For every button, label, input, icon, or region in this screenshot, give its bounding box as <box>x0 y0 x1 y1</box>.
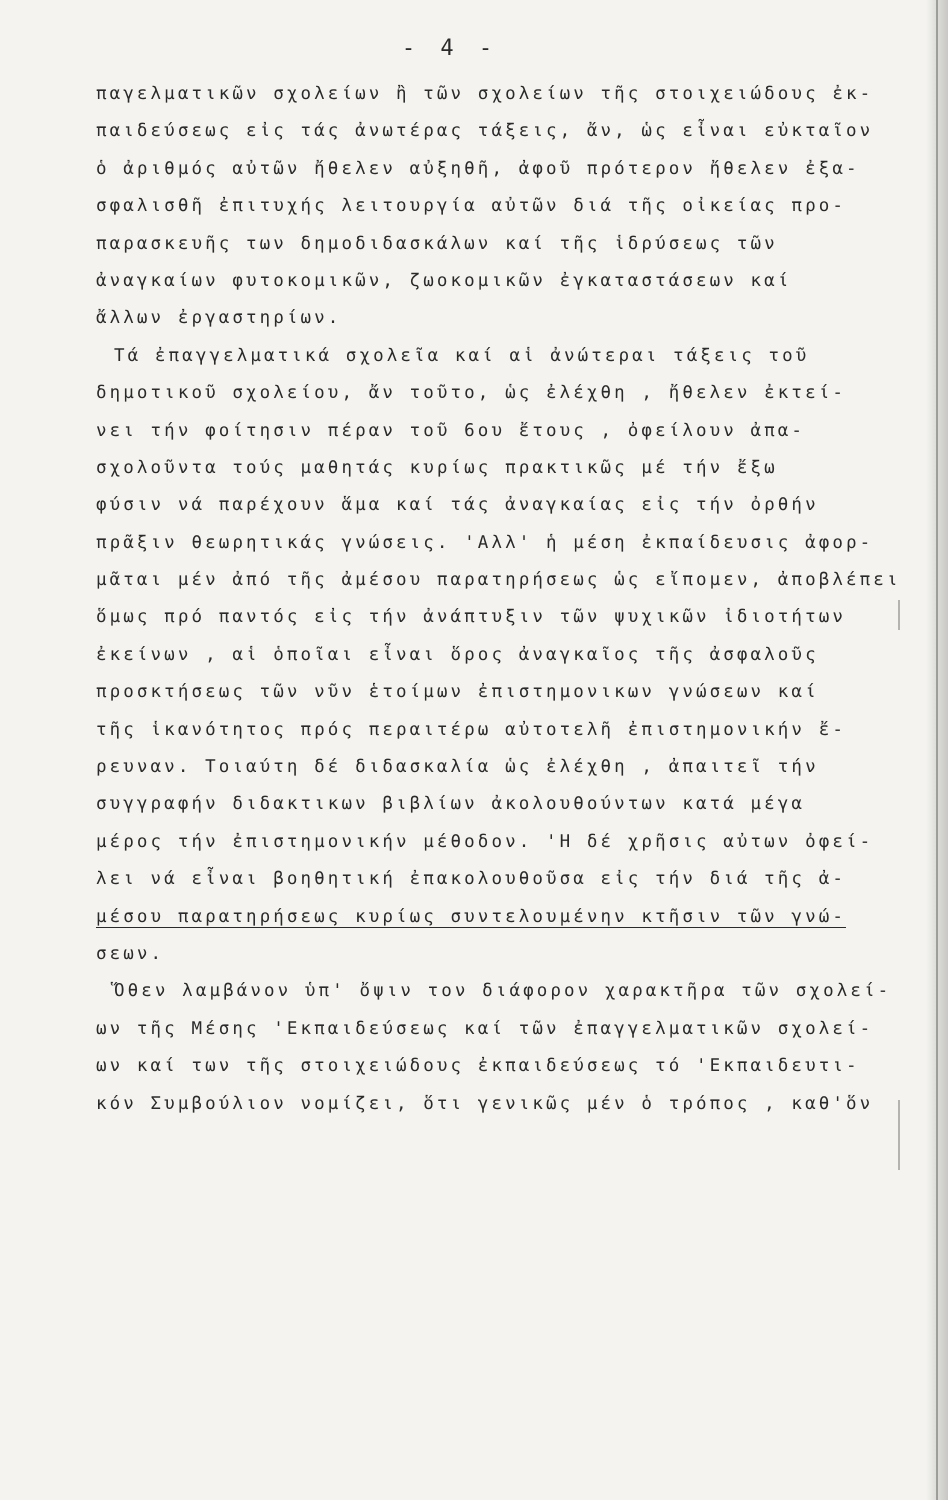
underlined-text: μέσου παρατηρήσεως κυρίως συντελουμένην κτῆσιν τῶν γνώ- <box>96 906 846 927</box>
text-line: παρασκευῆς των δημοδιδασκάλων καί τῆς ἱδρύσεως τῶν <box>96 233 778 254</box>
text-line: κόν Συμβούλιον νομίζει, ὅτι γενικῶς μέν ὁ τρόπος , καθ'ὅν <box>96 1093 874 1114</box>
binding-line <box>936 0 938 1500</box>
text-line: σφαλισθῆ ἐπιτυχής λειτουργία αὐτῶν διά τῆς οἰκείας προ- <box>96 196 846 217</box>
paragraph-2 <box>96 338 916 974</box>
margin-mark <box>898 1100 900 1170</box>
text-line: συγγραφήν διδακτικων βιβλίων ἀκολουθούντων κατά μέγα <box>96 794 806 815</box>
text-line: ων καί των τῆς στοιχειώδους ἐκπαιδεύσεως τό 'Εκπαιδευτι- <box>96 1056 860 1077</box>
page-number: - 4 - <box>401 36 499 61</box>
text-line: προσκτήσεως τῶν νῦν ἑτοίμων ἐπιστημονικων γνώσεων καί <box>96 682 819 703</box>
paragraph-1 <box>96 76 916 338</box>
text-line: ἐκείνων , αἱ ὁποῖαι εἶναι ὅρος ἀναγκαῖος τῆς ἀσφαλοῦς <box>96 644 819 665</box>
text-line: πρᾶξιν θεωρητικάς γνώσεις. 'Αλλ' ἡ μέση ἐκπαίδευσις ἀφορ- <box>96 532 874 553</box>
text-line: Τά ἐπαγγελματικά σχολεῖα καί αἱ ἀνώτεραι τάξεις τοῦ <box>114 345 810 366</box>
text-line: δημοτικοῦ σχολείου, ἄν τοῦτο, ὡς ἐλέχθη , ἤθελεν ἐκτεί- <box>96 383 846 404</box>
text-line: φύσιν νά παρέχουν ἅμα καί τάς ἀναγκαίας εἰς τήν ὀρθήν <box>96 495 819 516</box>
text-line: ἀναγκαίων φυτοκομικῶν, ζωοκομικῶν ἐγκαταστάσεων καί <box>96 270 792 291</box>
underlined-text-line <box>96 899 916 936</box>
text-line: μέρος τήν ἐπιστημονικήν μέθοδον. 'Η δέ χρῆσις αὐτων ὀφεί- <box>96 831 874 852</box>
text-line: ὁ ἀριθμός αὐτῶν ἤθελεν αὐξηθῆ, ἀφοῦ πρότερον ἤθελεν ἐξα- <box>96 158 860 179</box>
paragraph-3 <box>96 973 916 1123</box>
text-line: μᾶται μέν ἀπό τῆς ἀμέσου παρατηρήσεως ὡς εἴπομεν, ἀποβλέπει <box>96 570 901 591</box>
text-line: παιδεύσεως εἰς τάς ἀνωτέρας τάξεις, ἄν, ὡς εἶναι εὐκταῖον <box>96 121 874 142</box>
text-line: ὅμως πρό παντός εἰς τήν ἀνάπτυξιν τῶν ψυχικῶν ἰδιοτήτων <box>96 607 846 628</box>
text-line: λει νά εἶναι βοηθητική ἐπακολουθοῦσα εἰς τήν διά τῆς ἀ- <box>96 869 846 890</box>
body-text <box>96 76 916 1123</box>
text-line: ἄλλων ἐργαστηρίων. <box>96 308 342 329</box>
text-line: σεων. <box>96 943 165 964</box>
text-line: ρευναν. Τοιαύτη δέ διδασκαλία ὡς ἐλέχθη , ἀπαιτεῖ τήν <box>96 757 819 778</box>
text-line: Ὅθεν λαμβάνον ὑπ' ὄψιν τον διάφορον χαρακτῆρα τῶν σχολεί- <box>114 981 892 1002</box>
text-line: ων τῆς Μέσης 'Εκπαιδεύσεως καί τῶν ἐπαγγελματικῶν σχολεί- <box>96 1018 874 1039</box>
text-line: τῆς ἱκανότητος πρός περαιτέρω αὐτοτελῆ ἐπιστημονικήν ἔ- <box>96 719 846 740</box>
text-line: παγελματικῶν σχολείων ἢ τῶν σχολείων τῆς στοιχειώδους ἐκ- <box>96 84 874 104</box>
margin-mark <box>898 600 900 630</box>
text-line: σχολοῦντα τούς μαθητάς κυρίως πρακτικῶς μέ τήν ἔξω <box>96 457 778 478</box>
text-line: νει τήν φοίτησιν πέραν τοῦ 6ου ἔτους , ὀφείλουν ἀπα- <box>96 420 806 441</box>
